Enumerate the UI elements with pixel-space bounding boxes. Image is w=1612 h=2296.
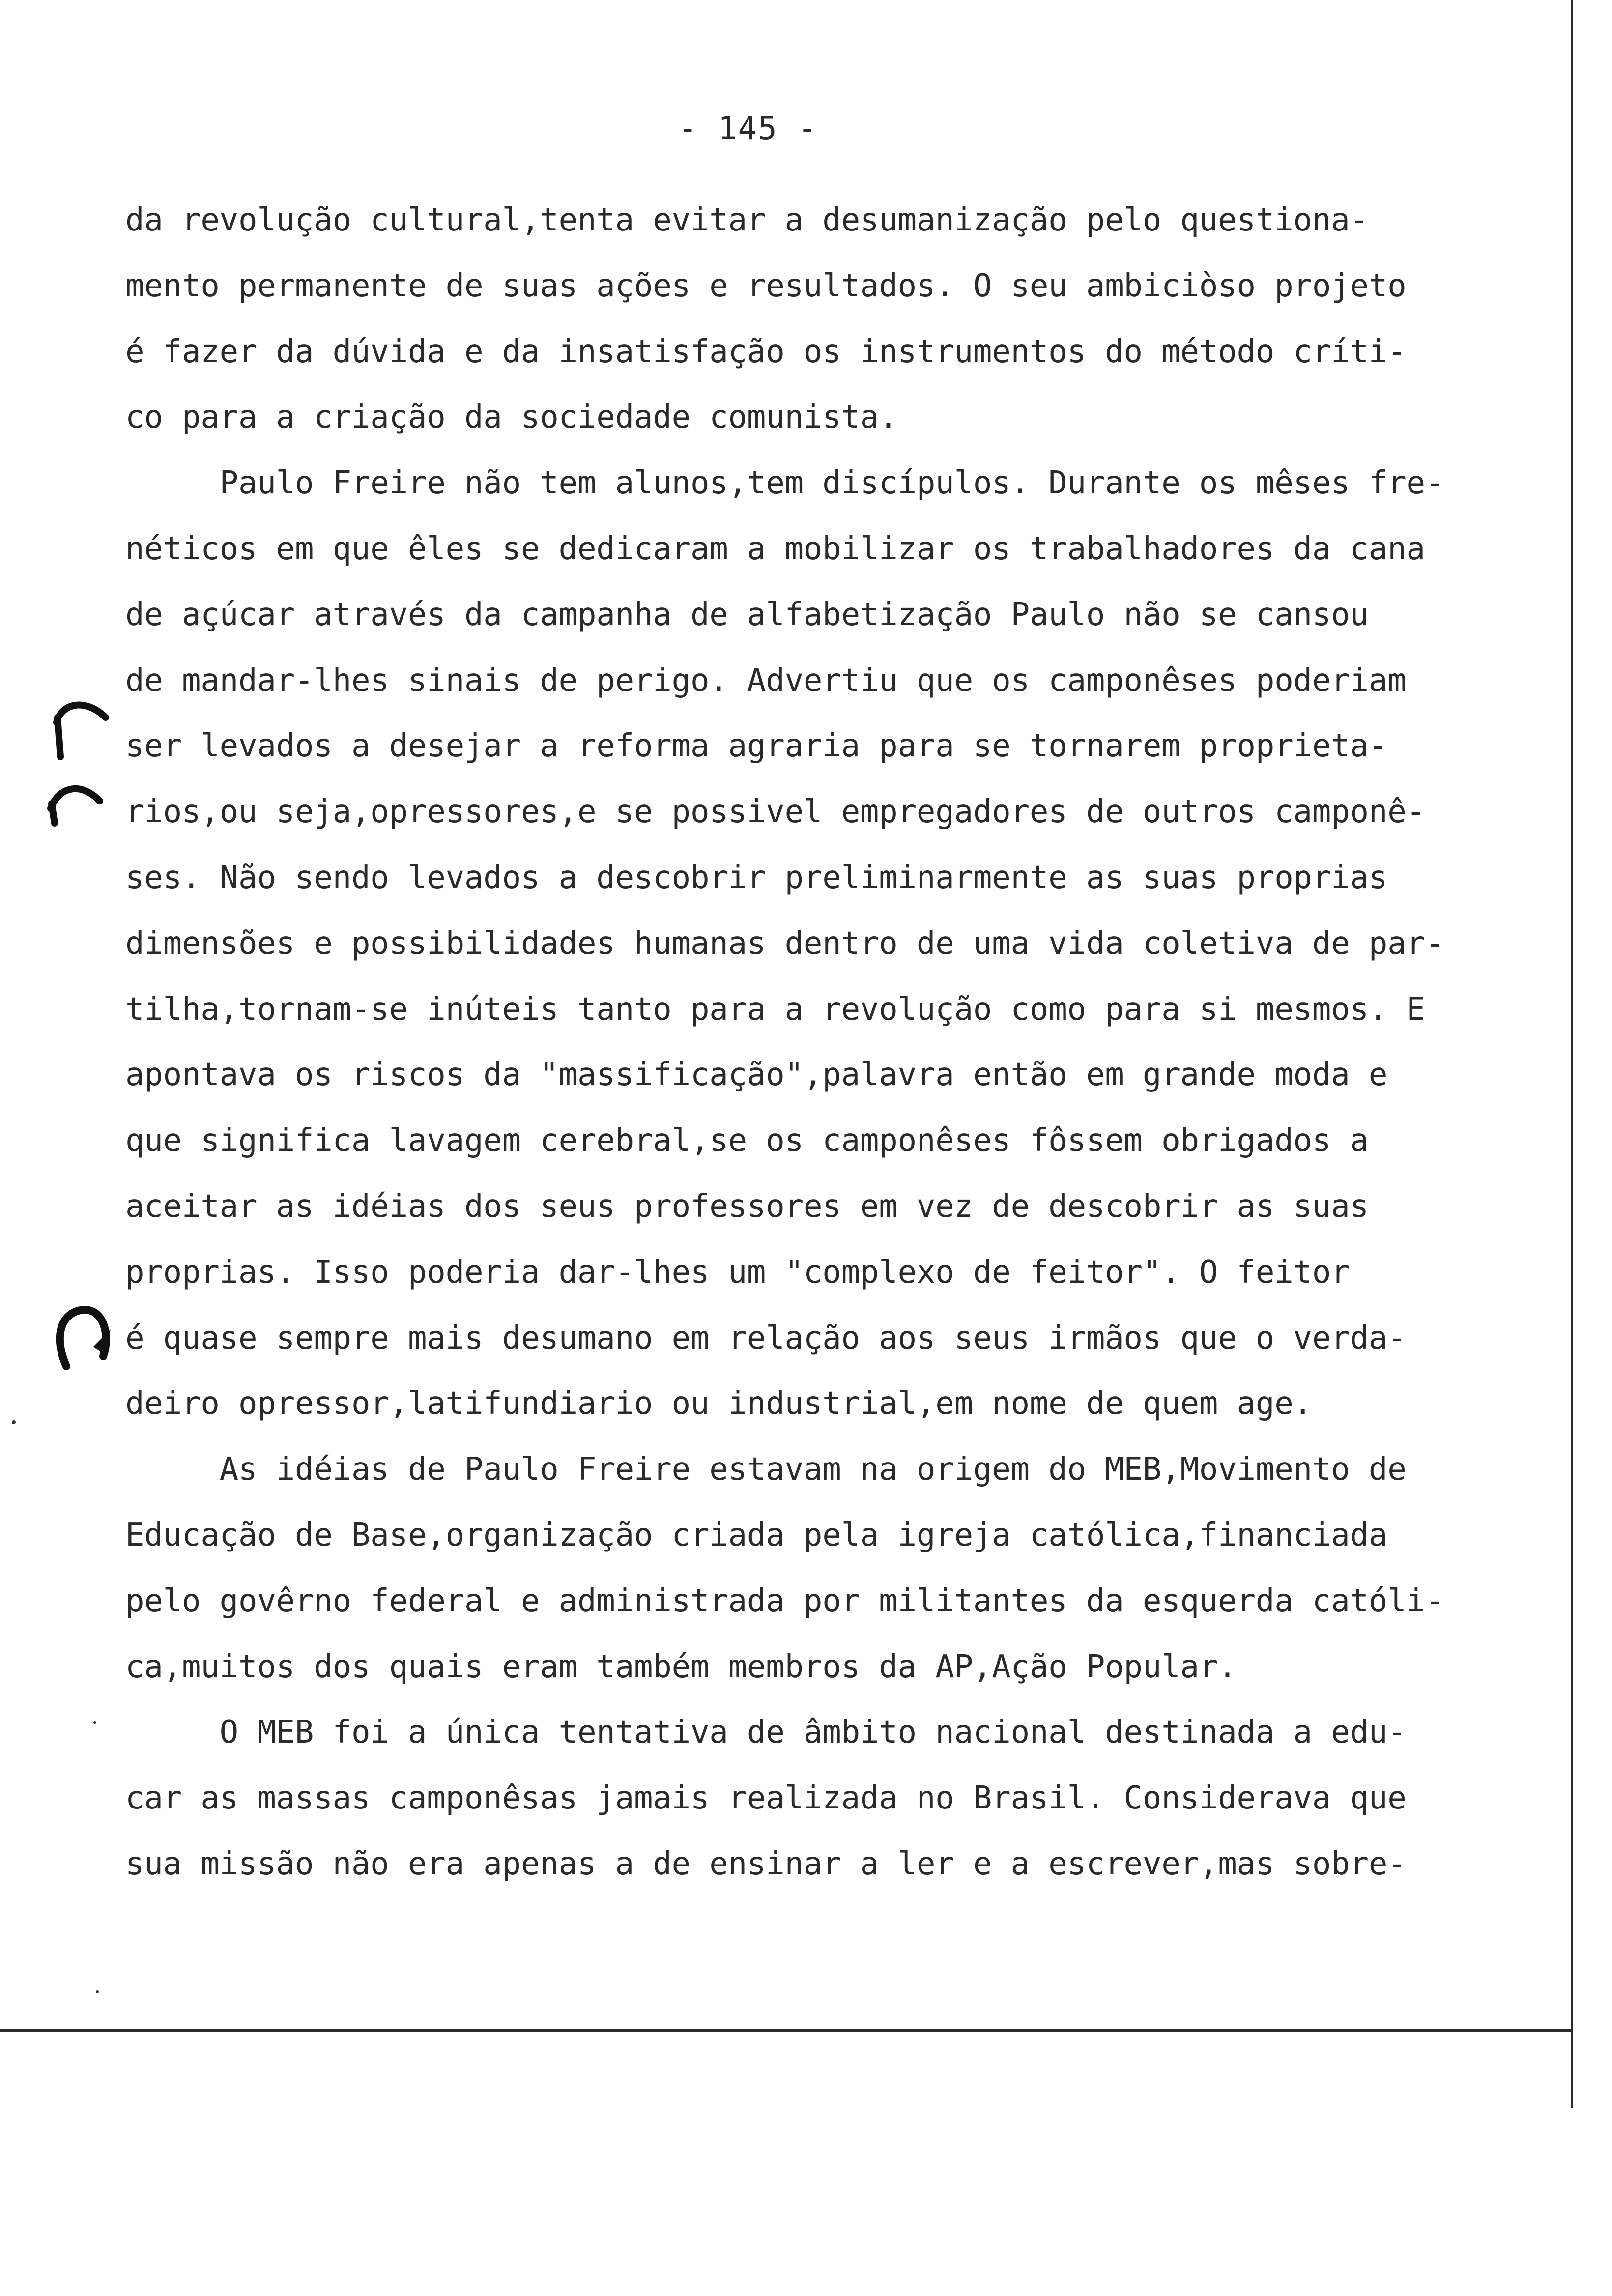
page-number: - 145 - (678, 111, 818, 147)
text-line: de mandar-lhes sinais de perigo. Advertiu que os camponêses poderiam (125, 662, 1407, 699)
text-line: é quase sempre mais desumano em relação aos seus irmãos que o verda- (125, 1320, 1407, 1356)
text-line: O MEB foi a única tentativa de âmbito nacional destinada a edu- (125, 1714, 1407, 1751)
text-line: ses. Não sendo levados a descobrir preliminarmente as suas proprias (125, 859, 1388, 896)
text-line: pelo govêrno federal e administrada por militantes da esquerda católi- (125, 1582, 1444, 1619)
margin-mark-2 (42, 774, 106, 833)
text-line: néticos em que êles se dedicaram a mobilizar os trabalhadores da cana (125, 530, 1425, 567)
text-line: que significa lavagem cerebral,se os camponêses fôssem obrigados a (125, 1122, 1369, 1159)
text-line: car as massas camponêsas jamais realizada no Brasil. Considerava que (125, 1780, 1407, 1817)
scan-speck (12, 1420, 16, 1424)
text-line: rios,ou seja,opressores,e se possivel empregadores de outros camponê- (125, 794, 1425, 831)
bottom-margin-rule (0, 2029, 1573, 2032)
text-line: ca,muitos dos quais eram também membros da AP,Ação Popular. (125, 1648, 1237, 1685)
text-line: deiro opressor,latifundiario ou industrial,em nome de quem age. (125, 1385, 1312, 1422)
scan-speck (93, 1721, 96, 1724)
text-line: da revolução cultural,tenta evitar a desumanização pelo questiona- (125, 202, 1369, 238)
text-line: de açúcar através da campanha de alfabetização Paulo não se cansou (125, 596, 1369, 633)
text-line: sua missão não era apenas a de ensinar a ler e a escrever,mas sobre- (125, 1845, 1407, 1882)
margin-mark-3 (49, 1300, 118, 1374)
text-line: proprias. Isso poderia dar-lhes um "complexo de feitor". O feitor (125, 1254, 1350, 1291)
text-line: Paulo Freire não tem alunos,tem discípulos. Durante os mêses fre- (125, 465, 1444, 502)
text-line: é fazer da dúvida e da insatisfação os instrumentos do método críti- (125, 333, 1407, 370)
margin-mark-1 (47, 693, 111, 762)
text-line: apontava os riscos da "massificação",palavra então em grande moda e (125, 1057, 1388, 1093)
text-line: tilha,tornam-se inúteis tanto para a revolução como para si mesmos. E (125, 991, 1425, 1028)
text-line: mento permanente de suas ações e resultados. O seu ambiciòso projeto (125, 267, 1407, 304)
text-line: co para a criação da sociedade comunista. (125, 399, 898, 436)
body-text (125, 188, 1551, 1897)
text-line: ser levados a desejar a reforma agraria para se tornarem proprieta- (125, 728, 1388, 765)
text-line: dimensões e possibilidades humanas dentro de uma vida coletiva de par- (125, 925, 1444, 962)
text-line: aceitar as idéias dos seus professores em vez de descobrir as suas (125, 1188, 1369, 1225)
scan-speck (96, 1990, 99, 1993)
text-line: As idéias de Paulo Freire estavam na origem do MEB,Movimento de (125, 1451, 1407, 1488)
text-line: Educação de Base,organização criada pela igreja católica,financiada (125, 1517, 1388, 1553)
right-margin-rule (1571, 0, 1573, 2108)
